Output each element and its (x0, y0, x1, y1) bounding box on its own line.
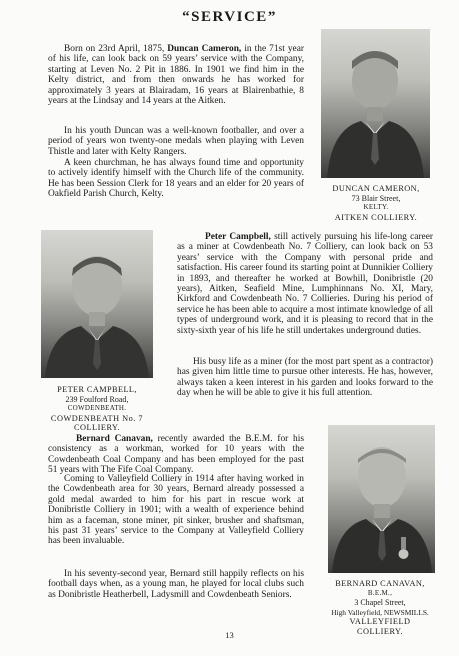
cameron-caption-town: KELTY. (363, 203, 389, 211)
canavan-paragraph-3: In his seventy-second year, Bernard still happily reflects on his football days when, as a young man, he played for local clubs such as Donibristle Heatherbell, Ladysmill and Cowdenbeath Seniors. (48, 569, 304, 600)
canavan-caption-town: High Valleyfield, NEWSMILLS. (331, 607, 429, 617)
cameron-caption-name: DUNCAN CAMERON, (332, 184, 420, 193)
canavan-portrait-photo (328, 425, 435, 573)
cameron-portrait-drawing (321, 29, 430, 178)
cameron-p1-body: in the 71st year of his life, can look back on 59 years’ service with the Company, starting at Leven No. 2 Pit in 1886. In 1901 we find him in the Kelty district, and from then onwards he has worked for approximately 3 years at Blairadam, 16 years at Blairenbathie, 8 years at the Lindsay and 14 years at the Aitken. (48, 44, 304, 107)
campbell-caption-town: COWDENBEATH. (67, 404, 127, 412)
cameron-portrait-photo (321, 29, 430, 178)
canavan-caption (318, 579, 442, 636)
page-title: “SERVICE” (182, 9, 277, 25)
canavan-caption-colliery-2: COLLIERY. (356, 626, 404, 636)
cameron-paragraph-2: In his youth Duncan was a well-known footballer, and over a period of years won twenty-one medals when playing with Leven Thistle and later with Kelty Rangers. (48, 126, 304, 157)
canavan-name-bold: Bernard Canavan, (76, 434, 153, 444)
page-number: 13 (225, 630, 234, 640)
campbell-paragraph-1 (177, 232, 433, 336)
cameron-name-bold: Duncan Cameron, (167, 44, 242, 54)
campbell-portrait-drawing (41, 230, 153, 378)
campbell-caption-address: 239 Foulford Road, (65, 394, 129, 404)
canavan-paragraph-1 (48, 434, 304, 476)
campbell-caption-colliery-2: COLLIERY. (73, 423, 121, 432)
canavan-portrait-drawing (328, 425, 435, 573)
campbell-paragraph-2: His busy life as a miner (for the most part spent as a contractor) has given him little time to pursue other interests. He has, however, always taken a keen interest in his garden and looks forward to the day when he will be able to give it his full attention. (177, 357, 433, 399)
campbell-name-bold: Peter Campbell, (205, 232, 271, 242)
canavan-caption-award: B.E.M., (367, 588, 393, 597)
campbell-caption (38, 385, 156, 433)
canavan-caption-colliery: VALLEYFIELD (349, 617, 411, 626)
campbell-caption-name: PETER CAMPBELL, (57, 385, 137, 394)
canavan-caption-name: BERNARD CANAVAN, (335, 579, 425, 588)
cameron-caption (318, 184, 434, 222)
cameron-paragraph-3: A keen churchman, he has always found time and opportunity to actively identify himself with the Church life of the community. He has been Session Clerk for 18 years and an elder for 20 years of Oakfield Parish Church, Kelty. (48, 158, 304, 200)
cameron-caption-colliery: AITKEN COLLIERY. (334, 212, 418, 222)
campbell-portrait-photo (41, 230, 153, 378)
canavan-caption-address: 3 Chapel Street, (354, 598, 406, 607)
cameron-caption-address: 73 Blair Street, (351, 193, 401, 203)
canavan-p1-body: recently awarded the B.E.M. for his consistency as a workman, worked for 10 years with the Cowdenbeath Coal Company and has been employed for the past 51 years with The Fife Coal Company. (48, 434, 304, 476)
canavan-paragraph-2: Coming to Valleyfield Colliery in 1914 after having worked in the Cowdenbeath area for 30 years, Bernard already possessed a gold medal awarded to him for his part in rescue work at Donibristle Colliery in 1901; with a wealth of experience behind him as a faceman, stone miner, pit sinker, brusher and shaftsman, his past 31 years’ service to the Company at Valleyfield Colliery has been invaluable. (48, 474, 304, 547)
campbell-caption-colliery: COWDENBEATH No. 7 (50, 413, 144, 423)
campbell-p1-body: still actively pursuing his life-long career as a miner at Cowdenbeath No. 7 Colliery, can look back on 53 years’ service with the Company with personal pride and satisfaction. His career found its starting point at Dunnikier Colliery in 1893, and thereafter he worked at Bowhill, Donibristle (20 years), Aitken, Seafield Mine, Lumphinnans No. XI, Mary, Kirkford and Cowdenbeath No. 7 Collieries. During his period of service he has been able to acquire a most intimate knowledge of all types of underground work, and it is pleasing to record that in the sixty-sixth year of his life he still undertakes underground duties. (177, 232, 433, 336)
cameron-p1-intro: Born on 23rd April, 1875, (64, 44, 168, 54)
cameron-paragraph-1 (48, 44, 304, 106)
